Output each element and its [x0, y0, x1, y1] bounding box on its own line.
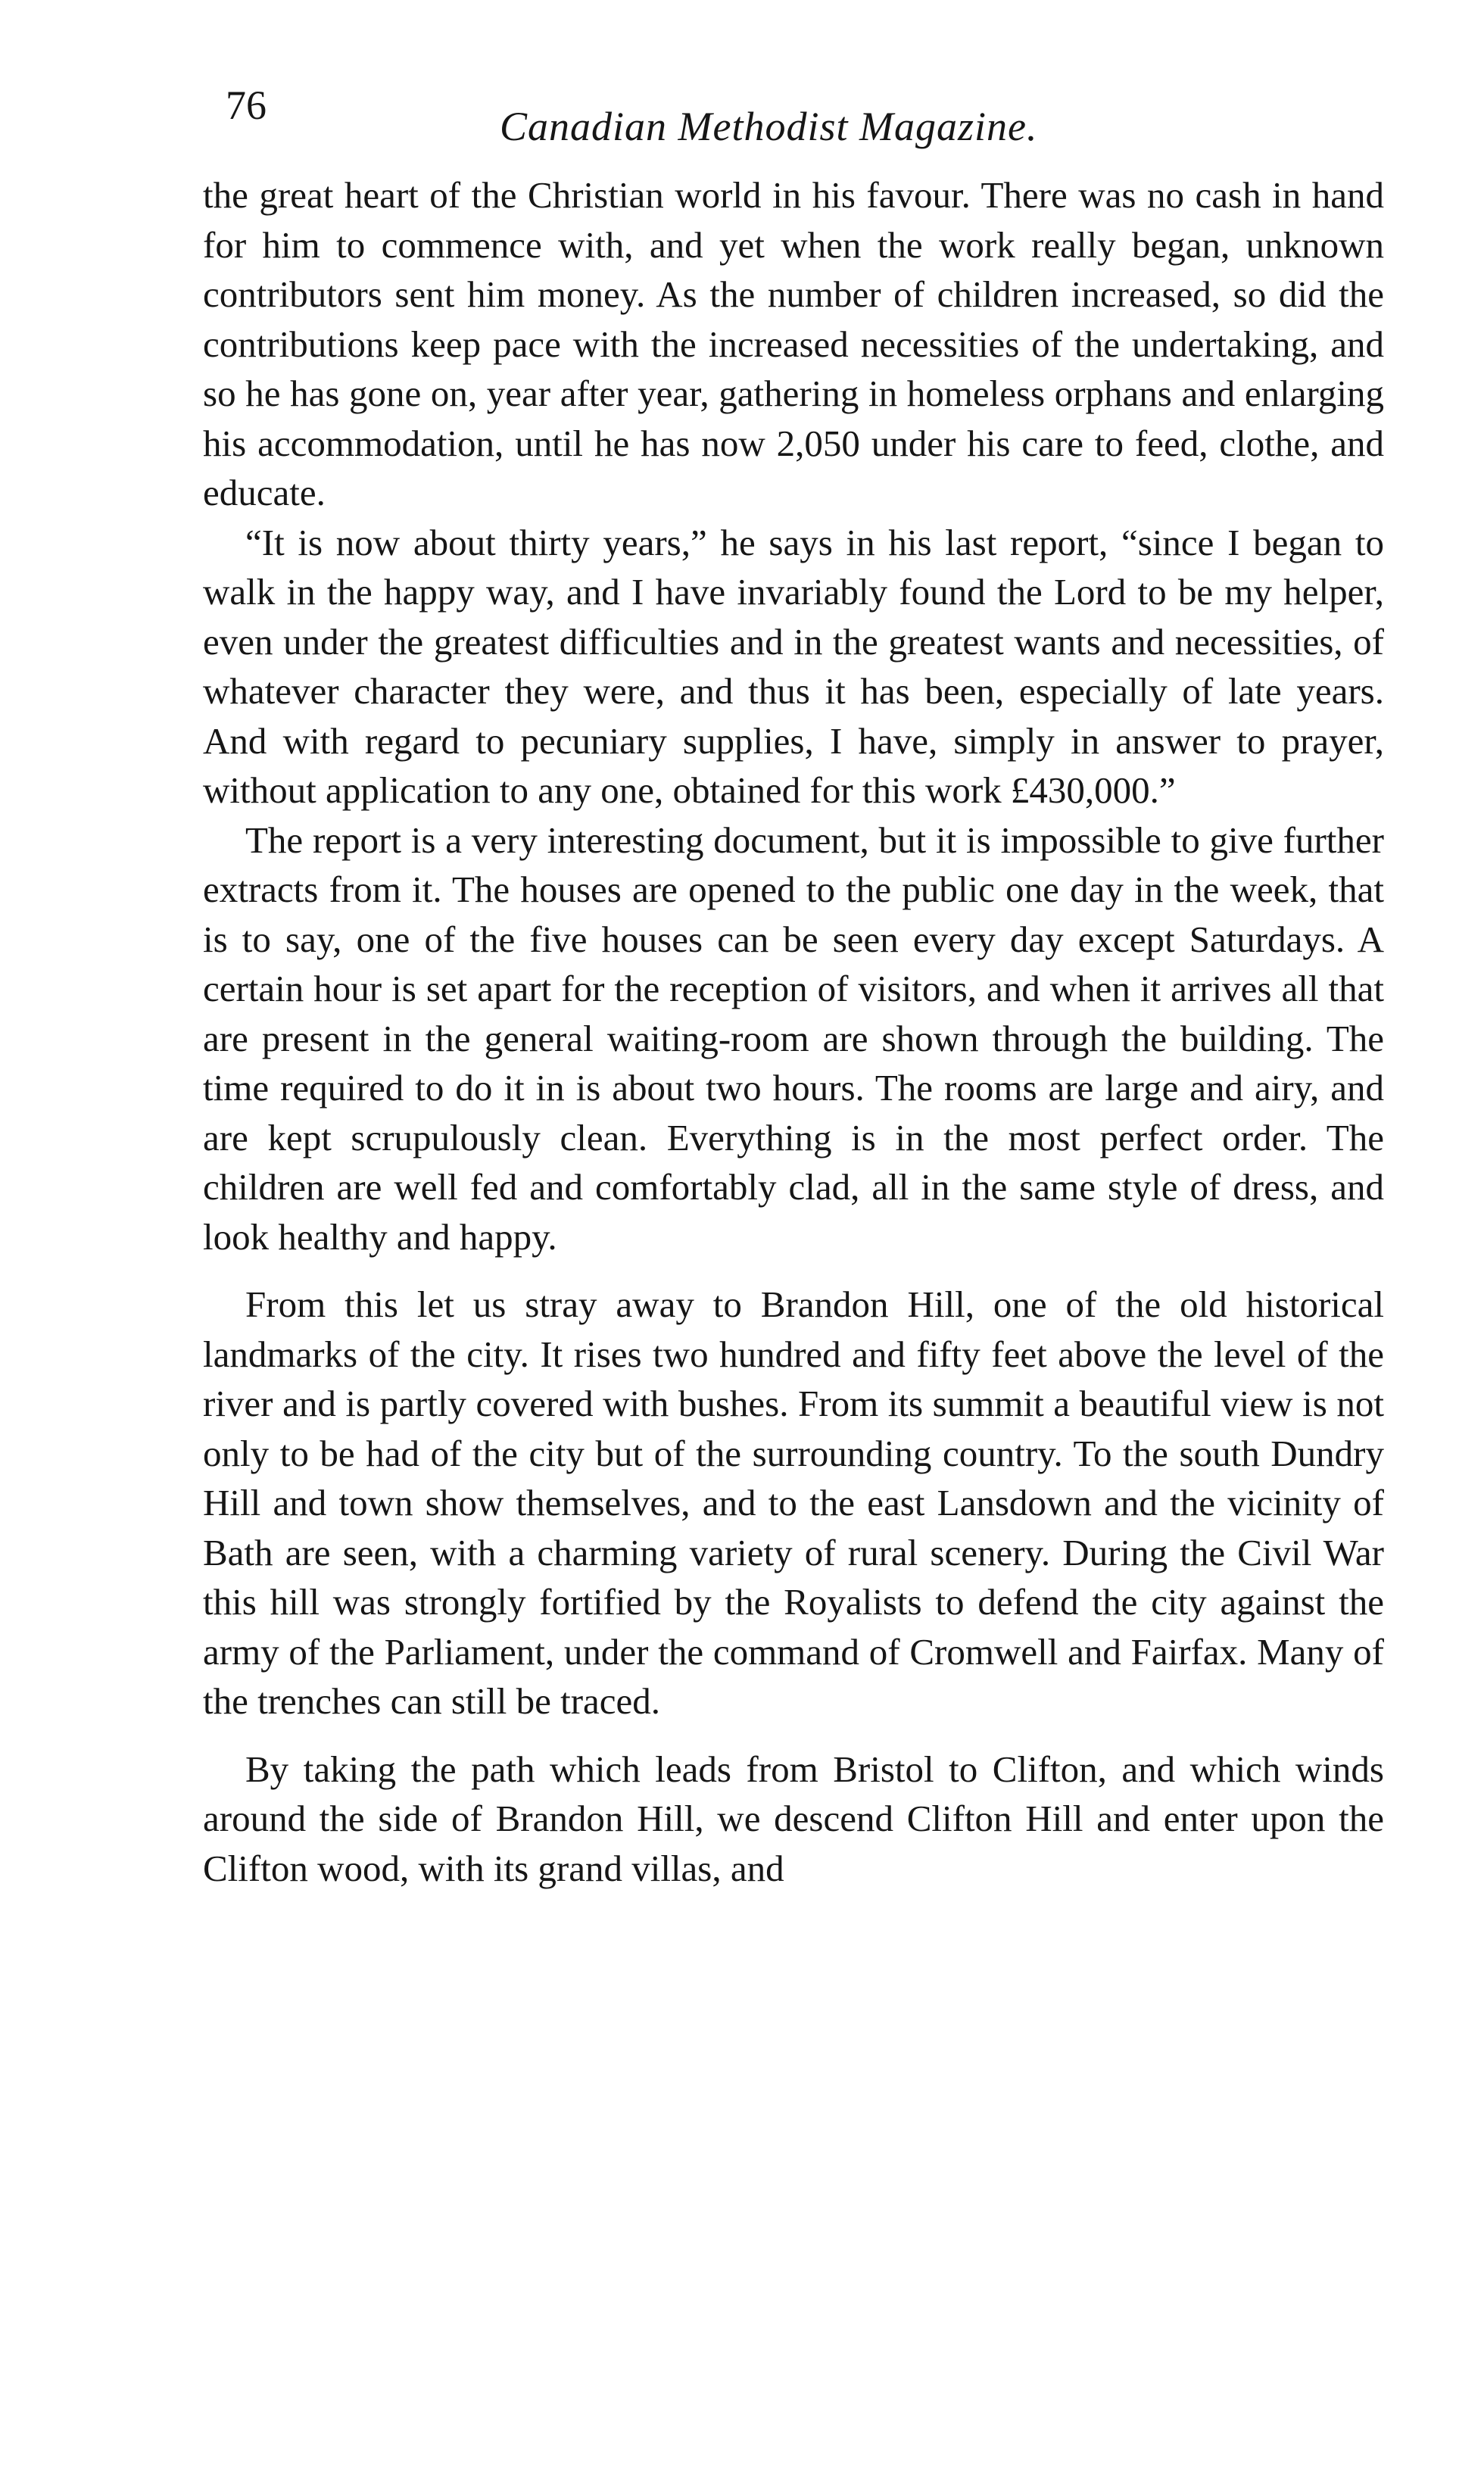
- paragraph-report-quote: “It is now about thirty years,” he says in his last report, “since I began to walk in the happy way, and I have invariably found the Lord to be my helper, even under the greatest difficulties and in the greatest wants and necessities, of whatever character they were, and thus it has been, especially of late years. And with regard to pecuniary supplies, I have, simply in answer to prayer, without application to any one, obtained for this work £430,000.”: [203, 521, 1384, 811]
- paragraph-continued: the great heart of the Christian world in his favour. There was no cash in hand for him to commence with, and yet when the work really began, unknown contributors sent him money. As the number of children increased, so did the contributions keep pace with the increased necessities of the undertaking, and so he has gone on, year after year, gathering in homeless orphans and enlarging his accommodation, until he has now 2,050 under his care to feed, clothe, and educate.: [203, 174, 1384, 513]
- paragraph-brandon-hill: From this let us stray away to Brandon Hill, one of the old historical landmarks of the city. It rises two hundred and fifty feet above the level of the river and is partly covered with bushes. From its summit a beautiful view is not only to be had of the city but of the surrounding country. To the south Dundry Hill and town show themselves, and to the east Lansdown and the vicinity of Bath are seen, with a charming variety of rural scenery. During the Civil War this hill was strongly fortified by the Royalists to defend the city against the army of the Parliament, under the command of Cromwell and Fairfax. Many of the trenches can still be traced.: [203, 1283, 1384, 1722]
- paragraph-report-description: The report is a very interesting document, but it is impossible to give further extracts from it. The houses are opened to the public one day in the week, that is to say, one of the five houses can be seen every day except Saturdays. A certain hour is set apart for the reception of visitors, and when it arrives all that are present in the general waiting-room are shown through the building. The time required to do it in is about two hours. The rooms are large and airy, and are kept scrupulously clean. Everything is in the most perfect order. The children are well fed and comfortably clad, all in the same style of dress, and look healthy and happy.: [203, 819, 1384, 1258]
- page-number: 76: [226, 83, 267, 128]
- running-title: Canadian Methodist Magazine.: [500, 104, 1038, 149]
- paragraph-clifton: By taking the path which leads from Bristol to Clifton, and which winds around the side of Brandon Hill, we descend Clifton Hill and enter upon the Clifton wood, with its grand villas, and: [203, 1748, 1384, 1889]
- body-text: [203, 170, 1384, 1893]
